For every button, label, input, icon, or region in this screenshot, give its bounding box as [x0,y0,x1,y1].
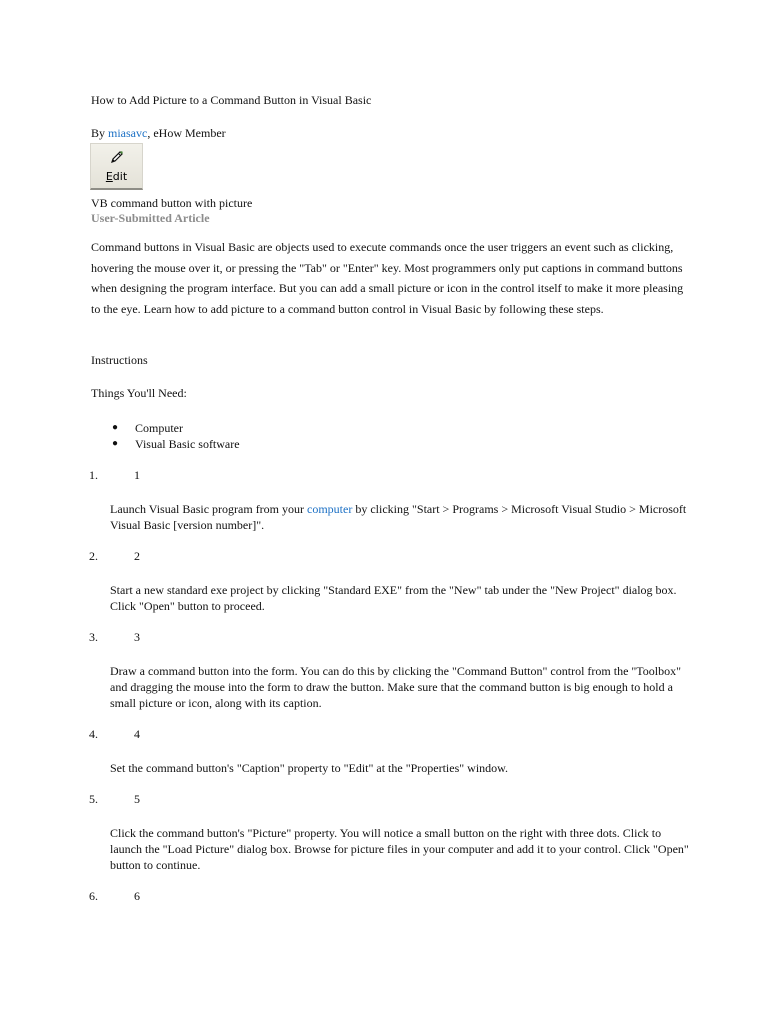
step-number: 2 [134,549,140,563]
list-item-text: Visual Basic software [135,437,240,451]
instructions-heading: Instructions [91,353,148,367]
step-number: 3 [134,630,140,644]
step-text-before-link: Launch Visual Basic program from your [110,502,308,516]
bullet-icon: ● [112,438,119,449]
submitted-label: User-Submitted Article [91,211,210,225]
things-needed-heading: Things You'll Need: [91,386,187,400]
step-list-number: 5. [89,792,98,806]
step-list-number: 6. [89,889,98,903]
step-number: 6 [134,889,140,903]
bullet-icon: ● [112,422,119,433]
edit-accelerator-letter: E [105,170,113,183]
by-prefix: By [91,126,109,140]
step-text: Start a new standard exe project by clicking "Standard EXE" from the "New" tab under the "New Project" dialog box. Click "Open" button to proceed. [110,583,677,613]
step-number: 1 [134,468,140,482]
byline [91,126,226,141]
step-list-number: 2. [89,549,98,563]
step-text: Click the command button's "Picture" property. You will notice a small button on the right with three dots. Click to launch the "Load Picture" dialog box. Browse for picture files in your computer and add it to your control. Click "Open" button to continue. [110,826,689,872]
by-suffix: , eHow Member [147,126,226,140]
list-item-text: Computer [135,421,183,435]
step-text [110,501,690,533]
article-title: How to Add Picture to a Command Button in Visual Basic [91,93,372,107]
pen-icon [109,149,125,165]
edit-label-rest: dit [112,170,128,183]
step-text: Draw a command button into the form. You can do this by clicking the "Command Button" control from the "Toolbox" and dragging the mouse into the form to draw the button. Make sure that the command button is big enough to hold a small picture or icon, along with its caption. [110,664,682,710]
step-number: 4 [134,727,140,741]
image-caption: VB command button with picture [91,196,253,210]
step-text: Set the command button's "Caption" property to "Edit" at the "Properties" window. [110,761,509,775]
edit-button-label [91,170,142,183]
article-image [90,143,143,190]
intro-paragraph: Command buttons in Visual Basic are objects used to execute commands once the user triggers an event such as clicking, hovering the mouse over it, or pressing the "Tab" or "Enter" key. Most programmers only put captions in command buttons when designing the program interface. But you can add a small picture or icon in the control itself to make it more pleasing to the eye. Learn how to add picture to a command button control in Visual Basic by following these steps. [91,240,684,316]
step-text-after-link: by clicking "Start > Programs > Microsoft Visual Studio > Microsoft Visual Basic [version number]". [110,502,687,532]
author-link[interactable]: miasavc [108,126,148,140]
computer-link[interactable]: computer [307,502,353,516]
step-number: 5 [134,792,140,806]
step-list-number: 3. [89,630,98,644]
step-list-number: 4. [89,727,98,741]
step-list-number: 1. [89,468,98,482]
